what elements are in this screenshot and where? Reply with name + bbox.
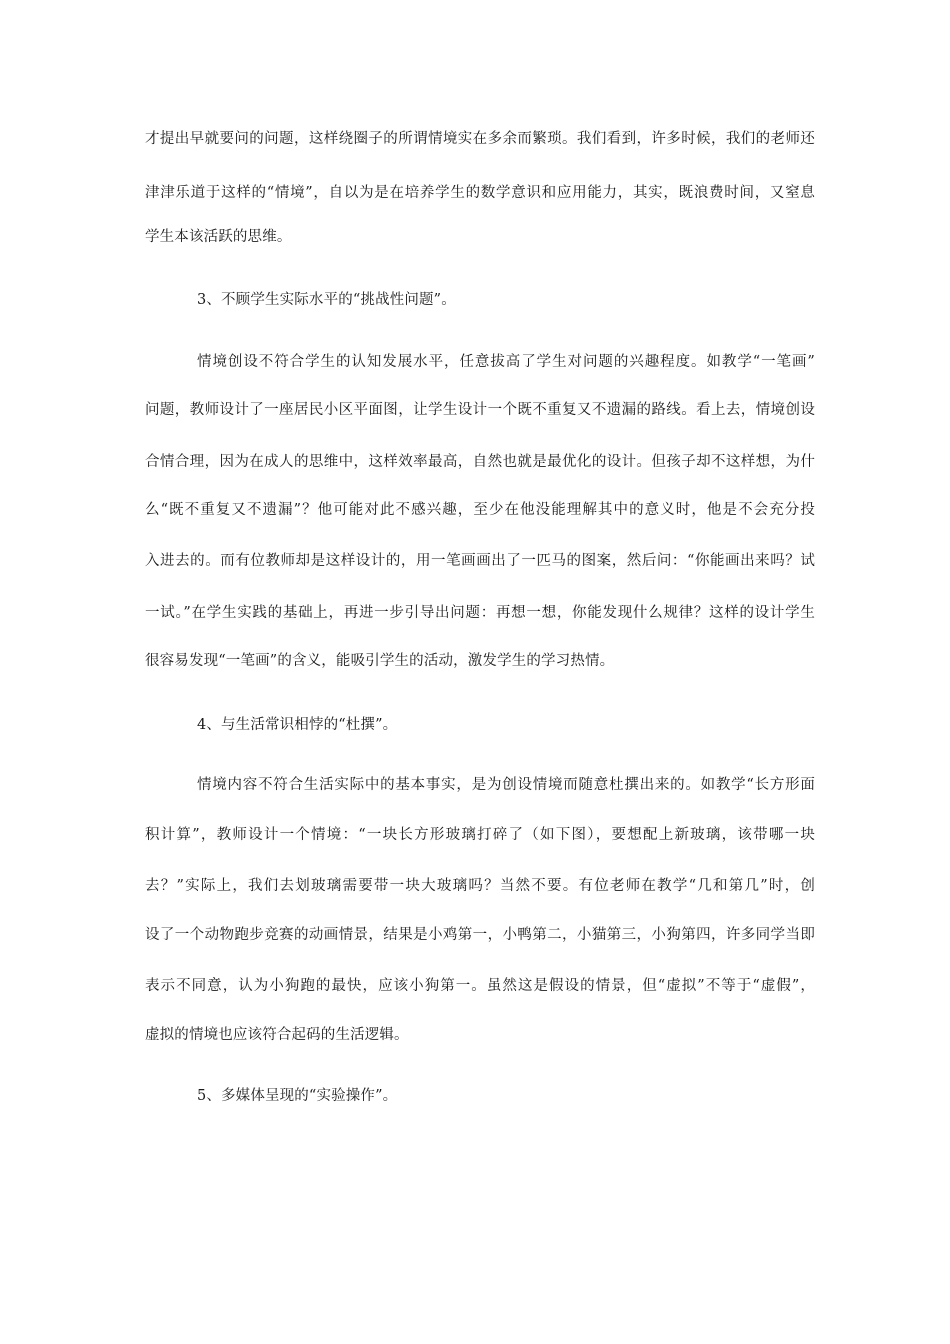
text-line: 很容易发现“一笔画”的含义，能吸引学生的活动，激发学生的学习热情。 xyxy=(145,653,615,669)
section-heading: 5、多媒体呈现的“实验操作”。 xyxy=(197,1088,398,1104)
text-line: 情境内容不符合生活实际中的基本事实，是为创设情境而随意杜撰出来的。如教学“长方形面 xyxy=(197,777,815,793)
text-line: 问题，教师设计了一座居民小区平面图，让学生设计一个既不重复又不遗漏的路线。看上去，情境创设 xyxy=(145,402,815,418)
text-line: 设了一个动物跑步竞赛的动画情景，结果是小鸡第一，小鸭第二，小猫第三，小狗第四，许多同学当即 xyxy=(145,927,815,943)
text-line: 去？”实际上，我们去划玻璃需要带一块大玻璃吗？当然不要。有位老师在教学“几和第几”时，创 xyxy=(145,878,815,894)
text-line: 津津乐道于这样的“情境”，自以为是在培养学生的数学意识和应用能力，其实，既浪费时间，又窒息 xyxy=(145,185,815,201)
text-line: 表示不同意，认为小狗跑的最快，应该小狗第一。虽然这是假设的情景，但“虚拟”不等于“虚假”， xyxy=(145,978,815,994)
text-line: 虚拟的情境也应该符合起码的生活逻辑。 xyxy=(145,1027,409,1043)
text-line: 入进去的。而有位教师却是这样设计的，用一笔画画出了一匹马的图案，然后问：“你能画出来吗？试 xyxy=(145,553,815,569)
text-line: 学生本该活跃的思维。 xyxy=(145,229,292,245)
text-line: 合情合理，因为在成人的思维中，这样效率最高，自然也就是最优化的设计。但孩子却不这样想，为什 xyxy=(145,454,815,470)
text-line: 情境创设不符合学生的认知发展水平，任意拔高了学生对问题的兴趣程度。如教学“一笔画” xyxy=(197,354,815,370)
text-line: 么“既不重复又不遗漏”？他可能对此不感兴趣，至少在他没能理解其中的意义时，他是不会充分投 xyxy=(145,502,815,518)
section-heading: 4、与生活常识相悖的“杜撰”。 xyxy=(197,717,398,733)
text-line: 才提出早就要问的问题，这样绕圈子的所谓情境实在多余而繁琐。我们看到，许多时候，我们的老师还 xyxy=(145,131,815,147)
text-line: 一试。”在学生实践的基础上，再进一步引导出问题：再想一想，你能发现什么规律？这样的设计学生 xyxy=(145,605,815,621)
text-line: 积计算”，教师设计一个情境：“一块长方形玻璃打碎了（如下图），要想配上新玻璃，该带哪一块 xyxy=(145,827,815,843)
section-heading: 3、不顾学生实际水平的“挑战性问题”。 xyxy=(197,292,456,308)
